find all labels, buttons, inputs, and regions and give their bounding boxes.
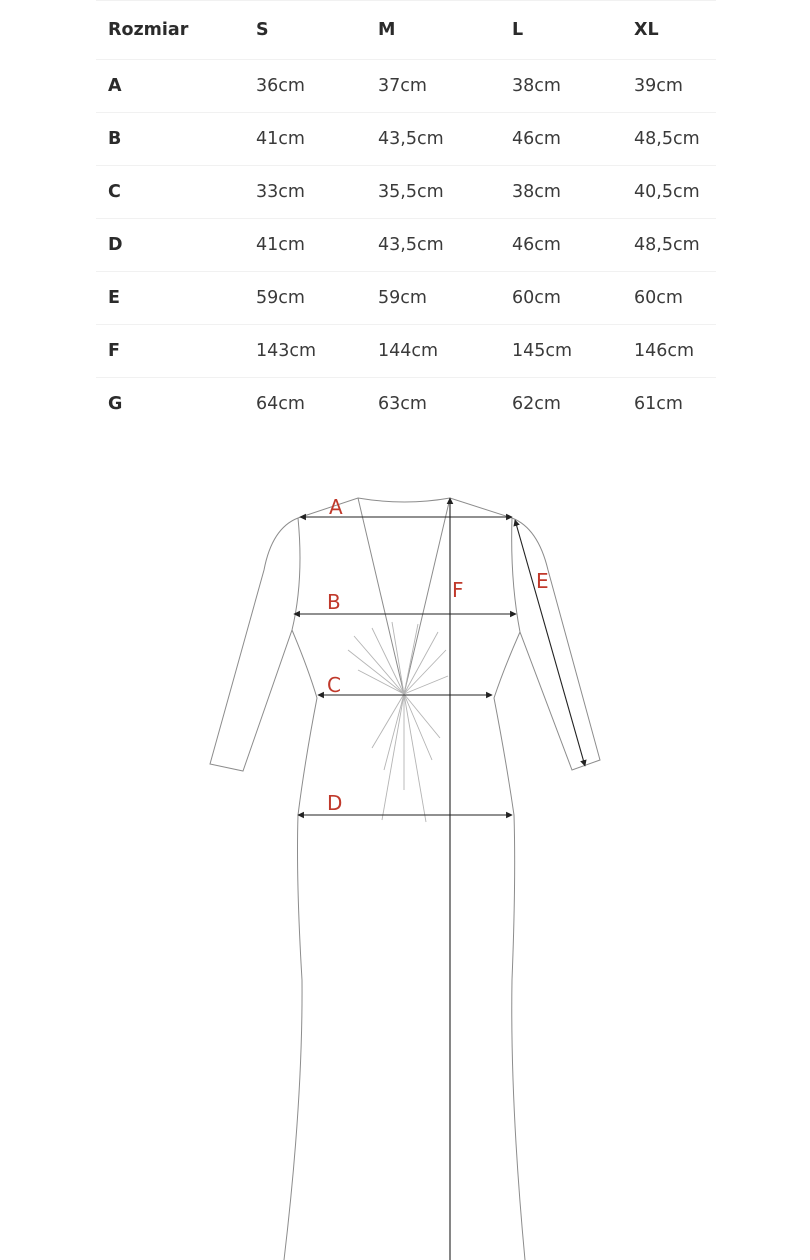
table-cell: 61cm xyxy=(634,394,683,414)
table-cell: 144cm xyxy=(366,325,500,378)
table-cell: 64cm xyxy=(256,394,305,414)
row-label: B xyxy=(96,113,244,166)
row-label: E xyxy=(96,272,244,325)
table-cell: 48,5cm xyxy=(622,219,716,272)
table-cell: 59cm xyxy=(244,272,366,325)
measurement-labels xyxy=(327,495,549,815)
table-row xyxy=(96,325,716,378)
table-row xyxy=(96,272,716,325)
table-cell: 36cm xyxy=(244,60,366,113)
gather-lines xyxy=(348,622,448,822)
label-d: D xyxy=(327,791,343,815)
table-cell: 38cm xyxy=(500,166,622,219)
table-cell: 41cm xyxy=(244,113,366,166)
table-cell: 33cm xyxy=(244,166,366,219)
table-row xyxy=(96,60,716,113)
row-label: D xyxy=(96,219,244,272)
measure-line-e xyxy=(515,520,585,766)
dress-measurement-diagram xyxy=(0,470,810,1260)
table-cell: 59cm xyxy=(366,272,500,325)
table-cell: 60cm xyxy=(500,272,622,325)
table-cell: 48,5cm xyxy=(622,113,716,166)
table-cell: 46cm xyxy=(500,219,622,272)
header-xl: XL xyxy=(622,1,716,60)
table-cell: 40,5cm xyxy=(622,166,716,219)
table-header-row xyxy=(96,1,716,60)
row-label: C xyxy=(96,166,244,219)
row-label: A xyxy=(96,60,244,113)
table-row xyxy=(96,378,716,431)
row-label: G xyxy=(108,394,123,414)
header-s: S xyxy=(244,1,366,60)
table-row xyxy=(96,113,716,166)
label-c: C xyxy=(327,673,341,697)
label-e: E xyxy=(536,569,549,593)
table-cell: 146cm xyxy=(622,325,716,378)
table-row xyxy=(96,166,716,219)
header-l: L xyxy=(500,1,622,60)
label-a: A xyxy=(329,495,343,519)
table-cell: 143cm xyxy=(244,325,366,378)
table-cell: 43,5cm xyxy=(366,219,500,272)
label-b: B xyxy=(327,590,341,614)
table-row xyxy=(96,219,716,272)
row-label: F xyxy=(96,325,244,378)
table-cell: 46cm xyxy=(500,113,622,166)
table-cell: 62cm xyxy=(512,394,561,414)
table-cell: 35,5cm xyxy=(366,166,500,219)
table-cell: 63cm xyxy=(378,394,427,414)
table-cell: 43,5cm xyxy=(366,113,500,166)
table-cell: 60cm xyxy=(622,272,716,325)
size-table xyxy=(96,0,716,430)
table-cell: 39cm xyxy=(622,60,716,113)
header-size: Rozmiar xyxy=(96,1,244,60)
header-m: M xyxy=(366,1,500,60)
label-f: F xyxy=(452,578,464,602)
table-cell: 145cm xyxy=(500,325,622,378)
table-cell: 41cm xyxy=(244,219,366,272)
table-cell: 38cm xyxy=(500,60,622,113)
table-cell: 37cm xyxy=(366,60,500,113)
